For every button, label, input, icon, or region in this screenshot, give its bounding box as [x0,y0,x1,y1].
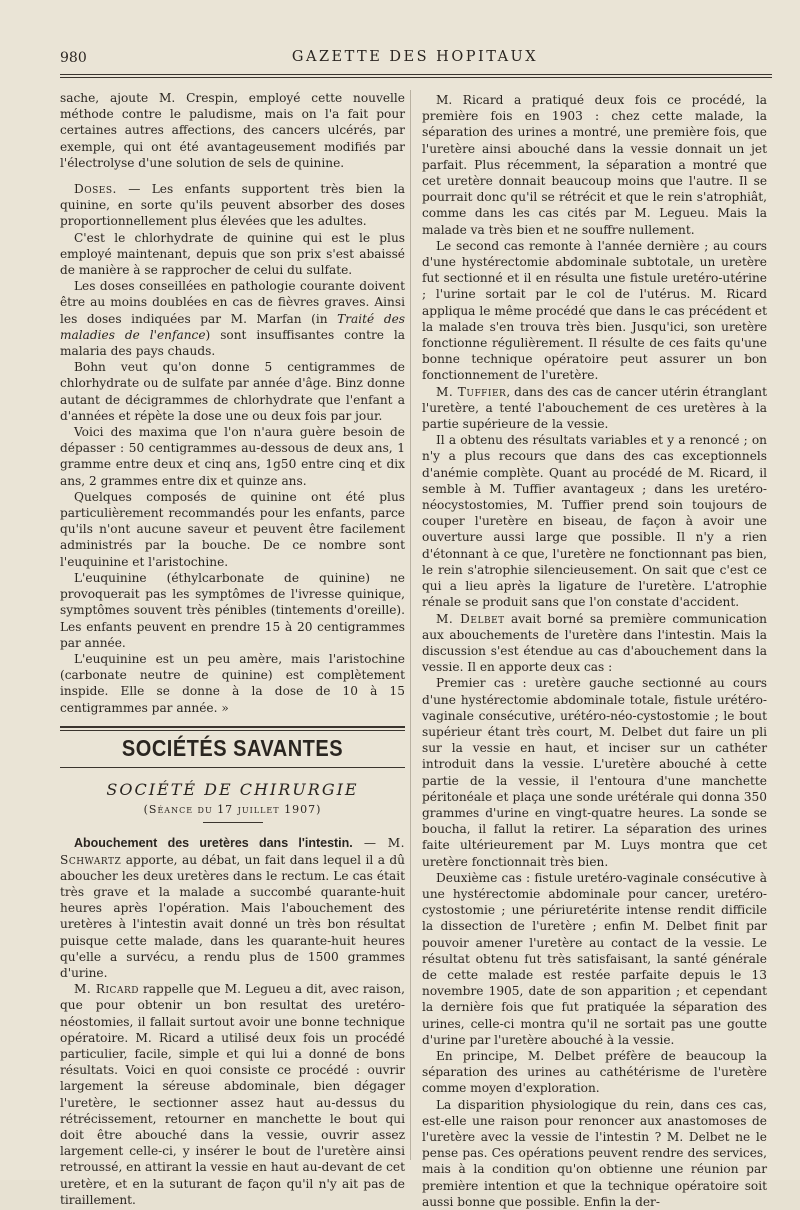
paragraph: Deuxième cas : fistule uretéro-vaginale consécutive à une hystérectomie abdominale pour cancer, uretéro-cystostomie ; une périuretérite intense rendit difficile la dissection de l'uretère ; enfin M. Delbet finit par pouvoir amener l'uretère au contact de la vessie. Le résultat obtenu fut très satisfaisant, la santé générale de cette malade est restée parfaite depuis le 13 novembre 1905, date de son apparition ; et cependant la dernière fois que fut pratiquée la séparation des urines, celle-ci montra qu'il ne sortait pas une goutte d'urine par l'uretère abouché à la vessie. [422,870,767,1047]
paragraph-text: Les doses conseillées en pathologie courante doivent être au moins doublées en cas de fièvres graves. Ainsi les doses indiquées par M. Marfan (in [60,279,405,326]
paragraph: C'est le chlorhydrate de quinine qui est le plus employé maintenant, depuis que son prix s'est abaissé de manière à se rapprocher de celui du sulfate. [60,230,405,278]
paragraph-text: ) sont insuffisantes contre la malaria des pays chauds. [60,327,405,359]
paragraph-text: — Les enfants supportent très bien la quinine, en sorte qu'ils peuvent absorber des doses proportionnellement plus élevées que les adultes. [60,182,405,229]
section-title: SOCIÉTÉS SAVANTES [121,736,344,762]
section-rule [60,726,405,731]
paragraph-text: apporte, au débat, un fait dans lequel il a dû aboucher les deux uretères dans le rectum. Le cas était très grave et la malade a succombé quarante-huit heures après l'opération. Mais l'abouchement des uretères à l'intestin avait donné un très bon résultat puisque cette malade, dans les quarante-huit heures qu'elle a survécu, a rendu plus de 1500 grammes d'urine. [60,852,405,980]
paragraph-lead: Doses. [74,182,117,197]
paragraph: sache, ajoute M. Crespin, employé cette nouvelle méthode contre le paludisme, mais on l'a fait pour certaines autres affections, des cancers ulcérés, par exemple, qui ont été avantageusement modifiés par l'électrolyse d'une solution de sels de quinine. [60,91,405,170]
paragraph-text: rappelle que M. Legueu a dit, avec raison, que pour obtenir un bon resultat des uretéro-néostomies, il fallait surtout avoir une bonne technique opératoire. M. Ricard a utilisé deux fois un procédé particulier, facile, simple et qui lui a donné de bons résultats. Voici en quoi consiste ce procédé : ouvrir largement la séreuse abdominale, bien dégager l'uretère, le sectionner assez haut au-dessus du rétrécissement, retourner en manchette le bout qui doit être abouché dans la vessie, ouvrir assez largement celle-ci, y insérer le bout de l'uretère ainsi retroussé, en attirant la vessie en haut au-devant de cet uretère, et en la suturant de façon qu'il n'y ait pas de tiraillement. [60,982,405,1207]
short-rule [203,822,263,823]
article-lead: Abouchement des uretères dans l'intestin. [74,836,353,851]
paragraph: Le second cas remonte à l'année dernière ; au cours d'une hystérectomie abdominale subtotale, un uretère fut sectionné et il en résulta une fistule uretéro-utérine ; l'urine sortait par le col de l'utérus. M. Ricard appliqua le même procédé que dans le cas précédent et la malade s'en trouva très bien. Jusqu'ici, son uretère fonctionne régulièrement. Il résulte de ces faits qu'une bonne technique opératoire peut assurer un bon fonctionnement de l'uretère. [422,238,767,383]
paragraph: Il a obtenu des résultats variables et y a renoncé ; on n'y a plus recours que dans des cas exceptionnels d'anémie complète. Quant au procédé de M. Ricard, il semble à M. Tuffier avantageux ; dans les uretéro-néocystostomies, M. Tuffier prend soin toujours de couper l'uretère en biseau, de façon à avoir une ouverture aussi large que possible. Il n'y a rien d'étonnant à ce que, l'uretère ne fonctionnant pas bien, le rein s'atrophie silencieusement. On sait que c'est ce qui a lieu après la ligature de l'uretère. L'atrophie rénale se produit sans que l'on constate d'accident. [422,433,767,610]
paragraph: Premier cas : uretère gauche sectionné au cours d'une hystérectomie abdominale totale, fistule urétéro-vaginale consécutive, urétéro-néo-cystostomie ; le bout supérieur étant très court, M. Delbet dut faire un pli sur la vessie en haut, et inciser sur un cathéter introduit dans la vessie. L'uretère abouché à cette partie de la vessie, il l'entoura d'une manchette péritonéale et plaça une sonde urétérale qui donna 350 grammes d'urine en vingt-quatre heures. La sonde se boucha, il fallut la retirer. La séparation des urines faite ultérieurement par M. Luys montra que cet uretère fonctionnait très bien. [422,676,767,869]
paragraph [60,181,405,230]
paragraph [422,384,767,433]
header-rule [60,74,772,78]
column-separator [410,90,411,1160]
book-title: Traité des maladies de l'enfance [60,311,406,342]
author-name: — M. Schwartz [60,836,405,867]
section-rule [60,767,405,768]
paragraph [422,611,767,676]
paragraph [60,278,405,359]
paragraph-text: avait borné sa première communication aux abouchements de l'uretère dans l'intestin. Mais la discussion s'est étendue au cas d'abouchement dans la vessie. Il en apporte deux cas : [422,611,767,675]
left-column [60,90,405,1208]
paragraph: L'euquinine est un peu amère, mais l'aristochine (carbonate neutre de quinine) est complètement inspide. Elle se donne à la dose de 10 à 15 centigrammes par année. » [60,651,405,715]
right-column [422,92,767,1210]
journal-title: GAZETTE DES HOPITAUX [291,49,539,65]
paragraph [60,981,405,1208]
paragraph: M. Ricard a pratiqué deux fois ce procédé, la première fois en 1903 : chez cette malade, la séparation des urines a montré, une première fois, que l'uretère ainsi abouché dans la vessie donnait un jet parfait. Plus récemment, la séparation a montré que cet uretère donnait beaucoup moins que l'autre. Il se pourrait donc qu'il se rétrécit et que le rein s'atrophiât, comme dans les cas cités par M. Legueu. Mais la malade va très bien et ne souffre nullement. [422,93,767,237]
paragraph: La disparition physiologique du rein, dans ces cas, est-elle une raison pour renoncer aux anastomoses de l'uretère avec la vessie de l'intestin ? M. Delbet ne le pense pas. Ces opérations peuvent rendre des services, mais à la condition qu'on obtienne une réunion par première intention et que la technique opératoire soit aussi bonne que possible. Enfin la der- [422,1097,767,1209]
paragraph: Quelques composés de quinine ont été plus particulièrement recommandés pour les enfants, parce qu'ils n'ont aucune saveur et peuvent être facilement administrés par la bouche. De ce nombre sont l'euquinine et l'aristochine. [60,489,405,569]
society-title: SOCIÉTÉ DE CHIRURGIE [106,779,359,799]
paragraph [60,835,405,981]
author-name: M. Ricard [74,982,139,997]
author-name: M. Tuffier [436,384,507,399]
paragraph: L'euquinine (éthylcarbonate de quinine) ne provoquerait pas les symptômes de l'ivresse quinique, symptômes souvent très pénibles (tintements d'oreille). Les enfants peuvent en prendre 15 à 20 centigrammes par année. [60,570,405,650]
seance-date: (Séance du 17 juillet 1907) [143,803,322,817]
paragraph-text: , dans des cas de cancer utérin étranglant l'uretère, a tenté l'abouchement de ces uretères à la partie supérieure de la vessie. [422,384,767,432]
paragraph: Bohn veut qu'on donne 5 centigrammes de chlorhydrate ou de sulfate par année d'âge. Binz donne autant de décigrammes de chlorhydrate que l'enfant a d'années et répète la dose une ou deux fois par jour. [60,360,405,423]
paragraph: Voici des maxima que l'on n'aura guère besoin de dépasser : 50 centigrammes au-dessous de deux ans, 1 gramme entre deux et cinq ans, 1g50 entre cinq et dix ans, 2 grammes entre dix et quinze ans. [60,425,405,488]
page-number: 980 [60,50,87,66]
paragraph: En principe, M. Delbet préfère de beaucoup la séparation des urines au cathétérisme de l'uretère comme moyen d'exploration. [422,1048,767,1096]
author-name: M. Delbet [436,611,505,626]
page-header [60,46,770,70]
